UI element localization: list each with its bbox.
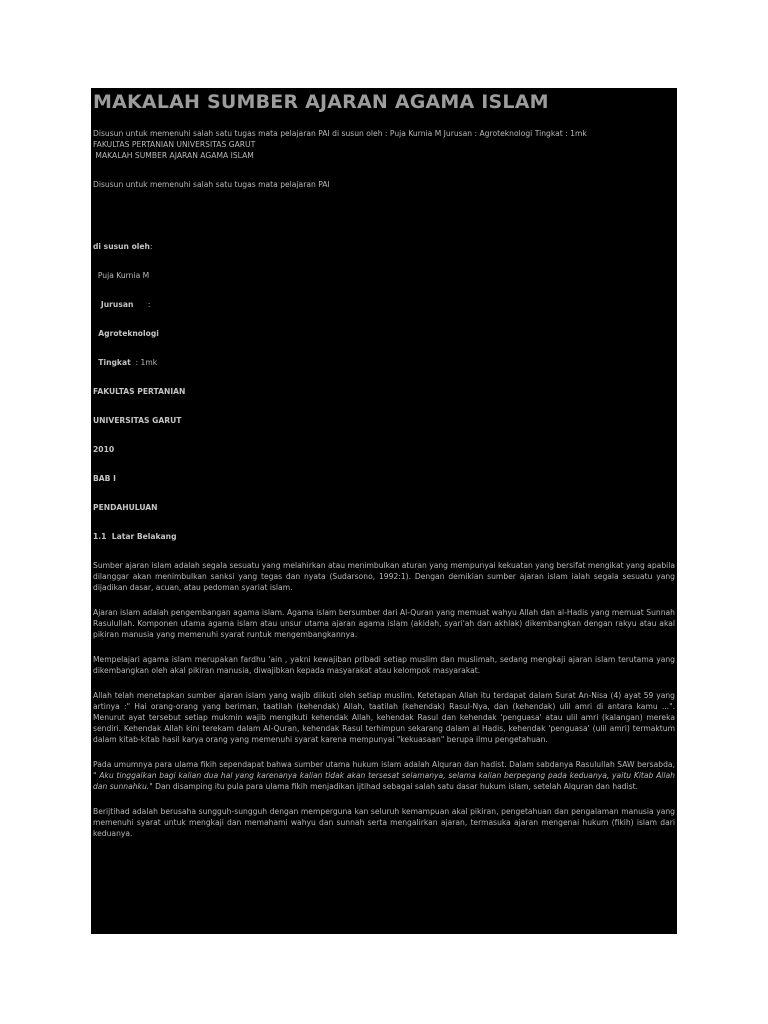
purpose-line: Disusun untuk memenuhi salah satu tugas mata pelajaran PAI [93, 180, 330, 189]
paragraph-5 [93, 759, 675, 792]
paragraph-1: Sumber ajaran islam adalah segala sesuatu yang melahirkan atau menimbulkan aturan yang mempunyai kekuatan yang bersifat mengikat yang apabila dilanggar akan menimbulkan sanksi yang tegas dan nyata (Sudarsono, 1992:1). Dengan demikian sumber ajaran islam ialah segala sesuatu yang dijadikan dasar, acuan, atau pedoman syariat islam. [93, 561, 676, 592]
document-title: MAKALAH SUMBER AJARAN AGAMA ISLAM [93, 91, 549, 113]
paragraph-6: Berijtihad adalah berusaha sungguh-sungguh dengan memperguna kan seluruh kemampuan akal pikiran, pengetahuan dan pengalaman manusia yang memenuhi syarat untuk mengkaji dan memahami wahyu dan sunnah serta mengalirkan ajaran, termasuka ajaran mengenai hukum (fikih) islam dari keduanya. [93, 807, 675, 838]
document-subtitle: MAKALAH SUMBER AJARAN AGAMA ISLAM [93, 151, 254, 160]
university-heading: UNIVERSITAS GARUT [93, 416, 182, 425]
author-colon: : [149, 242, 153, 251]
hadith-quote: Aku tinggalkan bagi kalian dua hal yang karenanya kalian tidak akan tersesat selamanya, selama kalian berpegang pada keduanya, yaitu Kitab Allah dan sunnahku. [93, 771, 675, 791]
author-label: di susun oleh [93, 242, 150, 251]
paragraph-3: Mempelajari agama islam merupakan fardhu 'ain , yakni kewajiban pribadi setiap muslim dan muslimah, sedang mengkaji ajaran islam terutama yang dikembangkan oleh akal pikiran manusia, diwajibkan kepada masyarakat atau kelompok masyarakat. [93, 655, 675, 675]
major-value: Agroteknologi [93, 329, 159, 338]
paragraph-5-before: Pada umumnya para ulama fikih sependapat bahwa sumber utama hukum islam adalah Alquran dan hadist. Dalam sabdanya Rasulullah SAW bersabda, " [93, 760, 675, 780]
faculty-heading: FAKULTAS PERTANIAN [93, 387, 186, 396]
author-name: Puja Kurnia M [93, 271, 150, 280]
chapter-title: PENDAHULUAN [93, 503, 158, 512]
document-page [91, 88, 677, 934]
paragraph-2: Ajaran islam adalah pengembangan agama islam. Agama islam bersumber dari Al-Quran yang memuat wahyu Allah dan al-Hadis yang memuat Sunnah Rasulullah. Komponen utama agama islam atau unsur utama ajaran agama islam (akidah, syari'ah dan akhlak) dikembangkan dengan rakyu atau akal pikiran manusia yang memenuhi syarat runtuk mengembangkannya. [93, 608, 675, 639]
intro-line: Disusun untuk memenuhi salah satu tugas mata pelajaran PAI di susun oleh : Puja Kurnia M Jurusan : Agroteknologi Tingkat : 1mk [93, 129, 587, 138]
level-label: Tingkat [93, 358, 131, 367]
level-value: : 1mk [130, 358, 158, 367]
section-heading: 1.1 Latar Belakang [93, 532, 177, 541]
major-label: Jurusan [93, 300, 134, 309]
paragraph-4: Allah telah menetapkan sumber ajaran islam yang wajib diikuti oleh setiap muslim. Ketetapan Allah itu terdapat dalam Surat An-Nisa (4) ayat 59 yang artinya :" Hai orang-orang yang beriman, taatilah (kehendak) Allah, taatilah (kehendak) Rasul-Nya, dan (kehendak) ulil amri di antara kamu ...". Menurut ayat tersebut setiap mukmin wajib mengikuti kehendak Allah, kehendak Rasul dan kehendak 'penguasa' atau ulil amri (kalangan) mereka sendiri. Kehendak Allah kini terekam dalam Al-Quran, kehendak Rasul terhimpun sekarang dalam al Hadis, kehendak 'penguasa' (ulil amri) termaktum dalam kitab-kitab hasil karya orang yang memenuhi syarat karena mempunyai "kekuasaan" berupa ilmu pengetahuan. [93, 691, 675, 744]
author-row [93, 241, 675, 252]
faculty-line: FAKULTAS PERTANIAN UNIVERSITAS GARUT [93, 140, 256, 149]
year-heading: 2010 [93, 445, 115, 454]
major-row [93, 299, 675, 310]
paragraph-5-after: " Dan disamping itu pula para ulama fikih menjadikan ijtihad sebagai salah satu dasar hukum islam, setelah Alquran dan hadist. [149, 782, 639, 791]
level-row [93, 357, 675, 368]
major-colon: : [133, 300, 151, 309]
chapter-heading: BAB I [93, 474, 116, 483]
